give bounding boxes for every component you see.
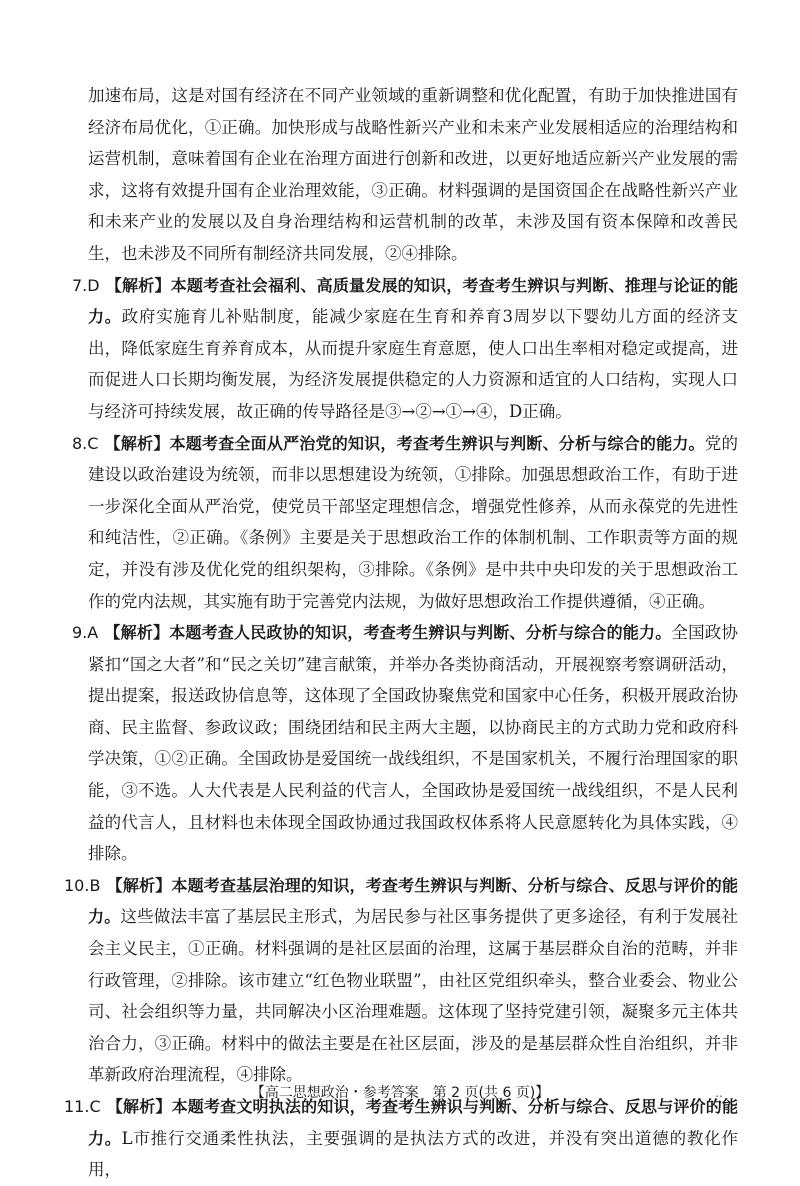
item-analysis-text: 政府实施育儿补贴制度，能减少家庭在生育和养育3周岁以下婴幼儿方面的经济支出，降低家庭生育养育成本，从而提升家庭生育意愿，使人口出生率相对稳定或提高，进而促进人口长期均衡发展，为经济发展提供稳定的人力资源和适宜的人口结构，实现人口与经济可持续发展，故正确的传导路径是③→②→①→④，D正确。 [88, 307, 738, 421]
item-analysis-heading: 【解析】本题考查文明执法的知识，考查考生辨识与判断、分析与综合、反思与评价的能力。 [88, 1097, 738, 1148]
intro-paragraph: 加速布局，这是对国有经济在不同产业领域的重新调整和优化配置，有助于加快推进国有经济布局优化，①正确。加快形成与战略性新兴产业和未来产业发展相适应的治理结构和运营机制，意味着国有企业在治理方面进行创新和改进，以更好地适应新兴产业发展的需求，这将有效提升国有企业治理效能，③正确。材料强调的是国资国企在战略性新兴产业和未来产业的发展以及自身治理结构和运营机制的改革，未涉及国有资本保障和改善民生，也未涉及不同所有制经济共同发展，②④排除。 [88, 86, 738, 263]
item-analysis-text: L市推行交通柔性执法，主要强调的是执法方式的改进，并没有突出道德的教化作用， [88, 1128, 738, 1180]
item-analysis-heading: 【解析】本题考查人民政协的知识，考查考生辨识与判断、分析与综合的能力。 [104, 623, 672, 643]
corner-mark: ‥ [715, 1086, 724, 1100]
item-number: 9. [72, 623, 88, 643]
item-analysis-text: 这些做法丰富了基层民主形式，为居民参与社区事务提供了更多途径，有利于发展社会主义民主，①正确。材料强调的是社区层面的治理，这属于基层群众自治的范畴，并非行政管理，②排除。该市建立“红色物业联盟”，由社区党组织牵头，整合业委会、物业公司、社会组织等力量，共同解决小区治理难题。这体现了坚持党建引领，凝聚多元主体共治合力，③正确。材料中的做法主要是在社区层面，涉及的是基层群众性自治组织，并非革新政府治理流程，④排除。 [88, 907, 738, 1085]
item-analysis-heading: 【解析】本题考查社会福利、高质量发展的知识，考查考生辨识与判断、推理与论证的能力。 [88, 275, 738, 327]
answer-item-10 [64, 870, 738, 1091]
item-analysis-text: 党的建设以政治建设为统领，而非以思想建设为统领，①排除。加强思想政治工作，有助于进一步深化全面从严治党，使党员干部坚定理想信念，增强党性修养，从而永葆党的先进性和纯洁性，②正确。《条例》主要是关于思想政治工作的体制机制、工作职责等方面的规定，并没有涉及优化党的组织架构，③排除。《条例》是中共中央印发的关于思想政治工作的党内法规，其实施有助于完善党内法规，为做好思想政治工作提供遵循，④正确。 [88, 433, 739, 611]
answer-item-11 [64, 1091, 738, 1186]
item-number: 8. [72, 433, 88, 453]
answer-content [64, 80, 739, 1186]
item-analysis-text: 全国政协紧扣“国之大者”和“民之关切”建言献策，并举办各类协商活动，开展视察考察调研活动，提出提案，报送政协信息等，这体现了全国政协聚焦党和国家中心任务，积极开展政治协商、民主监督、参政议政；围绕团结和民主两大主题，以协商民主的方式助力党和政府科学决策，①②正确。全国政协是爱国统一战线组织，不是国家机关，不履行治理国家的职能，③不选。人大代表是人民利益的代言人，全国政协是爱国统一战线组织，不是人民利益的代言人，且材料也未体现全国政协通过我国政权体系将人民意愿转化为具体实践，④排除。 [88, 623, 738, 864]
item-analysis-heading: 【解析】本题考查全面从严治党的知识，考查考生辨识与判断、分析与综合的能力。 [104, 433, 705, 453]
item-answer: A [87, 623, 99, 643]
item-answer: B [89, 875, 101, 895]
answer-item-7 [72, 270, 738, 428]
page-footer: 【高二思想政治・参考答案 第 2 页(共 6 页)】 [250, 1085, 550, 1101]
item-number: 7. [72, 275, 88, 295]
item-analysis-heading: 【解析】本题考查基层治理的知识，考查考生辨识与判断、分析与综合、反思与评价的能力。 [88, 875, 738, 927]
answer-item-9 [72, 617, 738, 870]
item-answer: C [89, 1097, 101, 1116]
item-answer: D [87, 275, 100, 295]
answer-item-8 [72, 428, 738, 618]
item-number: 10. [64, 875, 90, 895]
item-answer: C [87, 433, 99, 453]
item-number: 11. [64, 1097, 90, 1116]
